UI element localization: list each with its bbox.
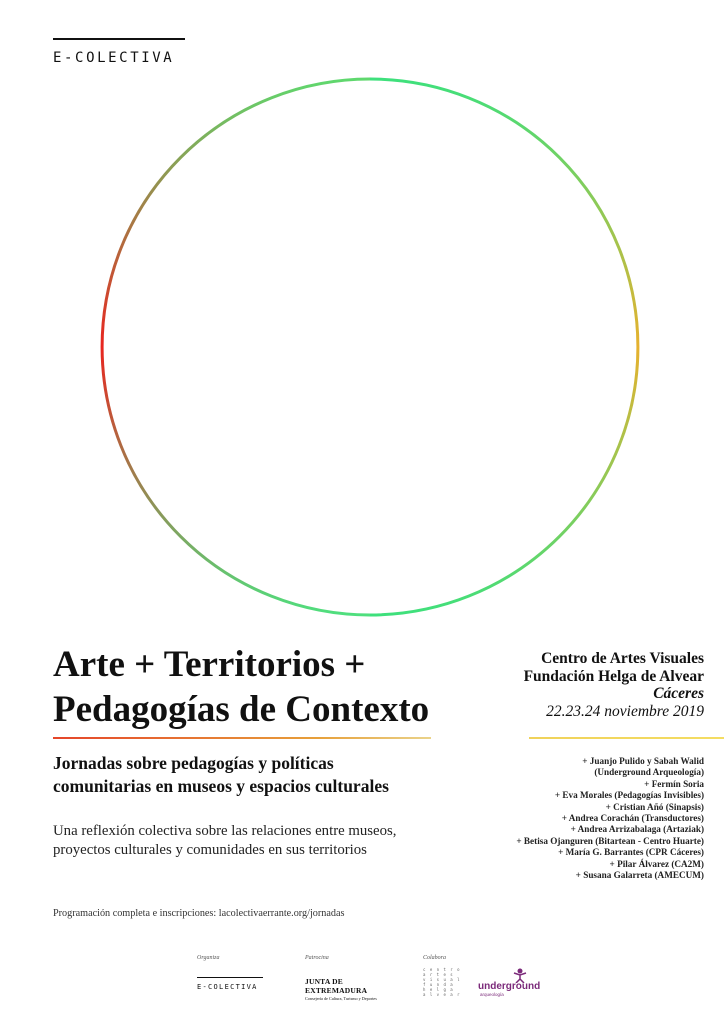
speaker-line: + Juanjo Pulido y Sabah Walid [582,756,704,766]
title-line-1: Arte + Territorios + [53,644,366,685]
patrocina-label: Patrocina [305,955,329,961]
organiza-label: Organiza [197,955,220,961]
program-info: Programación completa e inscripciones: lacolectivaerrante.org/jornadas [53,908,345,919]
speaker-line: + Susana Galarreta (AMECUM) [575,870,704,881]
brand-name: E-COLECTIVA [53,50,175,66]
description-line-1: Una reflexión colectiva sobre las relaciones entre museos, [53,823,397,839]
event-subtitle [53,752,423,798]
venue-block [404,650,704,720]
venue-line-2: Fundación Helga de Alvear [523,667,704,685]
cava-logo-row: f u n d a [423,982,454,987]
speaker-line: (Underground Arqueología) [594,767,704,778]
title-line-2: Pedagogías de Contexto [53,689,430,730]
divider-right [529,737,724,739]
divider-left [53,737,431,739]
organiza-logo-bar [197,977,263,978]
subtitle-line-1: Jornadas sobre pedagogías y políticas [53,753,334,773]
cava-logo-row: h e l g a [423,987,454,992]
underground-name: underground [478,981,541,992]
venue-line-1: Centro de Artes Visuales [541,650,704,667]
event-description [53,822,433,860]
subtitle-line-2: comunitarias en museos y espacios culturales [53,776,389,796]
speaker-line: + Cristian Añó (Sinapsis) [605,801,704,812]
speaker-line: + Betisa Ojanguren (Bitartean - Centro Huarte) [516,835,704,846]
speaker-line: + Eva Morales (Pedagogías Invisibles) [554,790,704,801]
speaker-line: + Andrea Arrizabalaga (Artaziak) [570,824,704,835]
underground-logo [478,967,541,1007]
speaker-line: + Andrea Corachán (Transductores) [561,813,704,824]
speaker-line: + María G. Barrantes (CPR Cáceres) [558,847,704,858]
speakers-list [444,756,704,881]
speaker-line: + Fermín Soria [644,778,704,789]
venue-city: Cáceres [653,685,704,702]
junta-name: JUNTA DE EXTREMADURA [305,977,368,995]
cava-logo-row: c e n t r o [423,967,461,972]
description-line-2: proyectos culturales y comunidades en sus territorios [53,842,367,858]
ring-right-arc [370,79,638,615]
venue-dates: 22.23.24 noviembre 2019 [546,702,704,720]
organiza-logo-text: E-COLECTIVA [197,983,258,991]
speaker-line: + Pilar Álvarez (CA2M) [609,858,704,869]
cava-logo-row: a l v e a r [423,992,461,997]
junta-logo [305,977,387,1001]
underground-sub: arqueología [480,992,504,997]
cava-logo-row: v i s u a l [423,977,461,982]
colabora-label: Colabora [423,955,447,961]
organiza-logo [197,977,263,991]
cava-logo-row: a r t e s [423,972,454,977]
ring-left-arc [102,79,370,615]
junta-dept: Consejería de Cultura, Turismo y Deportes [305,996,377,1001]
cava-logo [423,967,469,997]
